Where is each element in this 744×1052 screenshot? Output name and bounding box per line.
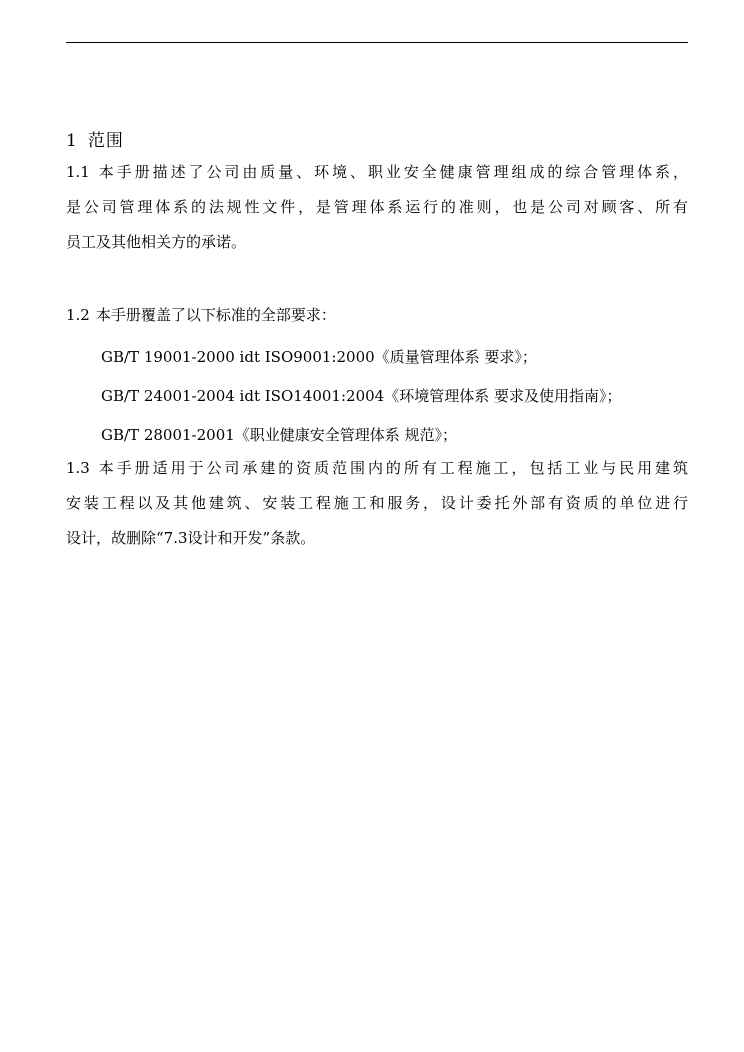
clause-text: 本手册覆盖了以下标准的全部要求： <box>95 306 336 324</box>
clause-1-3 <box>66 451 688 556</box>
section-number: 1 <box>66 131 78 151</box>
clause-text: 本手册描述了公司由质量、环境、职业安全健康管理组成的综合管理体系， <box>95 163 688 181</box>
header-rule <box>66 42 688 43</box>
clause-line <box>66 451 688 486</box>
standard-item: GB/T 19001-2000 idt ISO9001:2000《质量管理体系 要求》； <box>101 348 537 366</box>
clause-line: 安装工程以及其他建筑、安装工程施工和服务，设计委托外部有资质的单位进行 <box>66 494 688 512</box>
standard-item: GB/T 28001-2001《职业健康安全管理体系 规范》； <box>101 426 458 444</box>
clause-line: 设计，故删除“7.3设计和开发”条款。 <box>66 529 316 547</box>
clause-number: 1.3 <box>66 459 90 477</box>
clause-1-2 <box>66 298 688 333</box>
clause-line: 员工及其他相关方的承诺。 <box>66 233 247 251</box>
clause-number: 1.1 <box>66 163 90 181</box>
clause-line <box>66 155 688 190</box>
clause-text: 本手册适用于公司承建的资质范围内的所有工程施工，包括工业与民用建筑 <box>95 459 688 477</box>
section-title <box>66 126 124 151</box>
clause-line: 是公司管理体系的法规性文件，是管理体系运行的准则，也是公司对顾客、所有 <box>66 198 688 216</box>
clause-1-1 <box>66 155 688 260</box>
clause-line <box>66 298 688 333</box>
clause-number: 1.2 <box>66 306 90 324</box>
standard-item: GB/T 24001-2004 idt ISO14001:2004《环境管理体系 要求及使用指南》； <box>101 387 622 405</box>
section-title-text: 范围 <box>87 131 124 151</box>
